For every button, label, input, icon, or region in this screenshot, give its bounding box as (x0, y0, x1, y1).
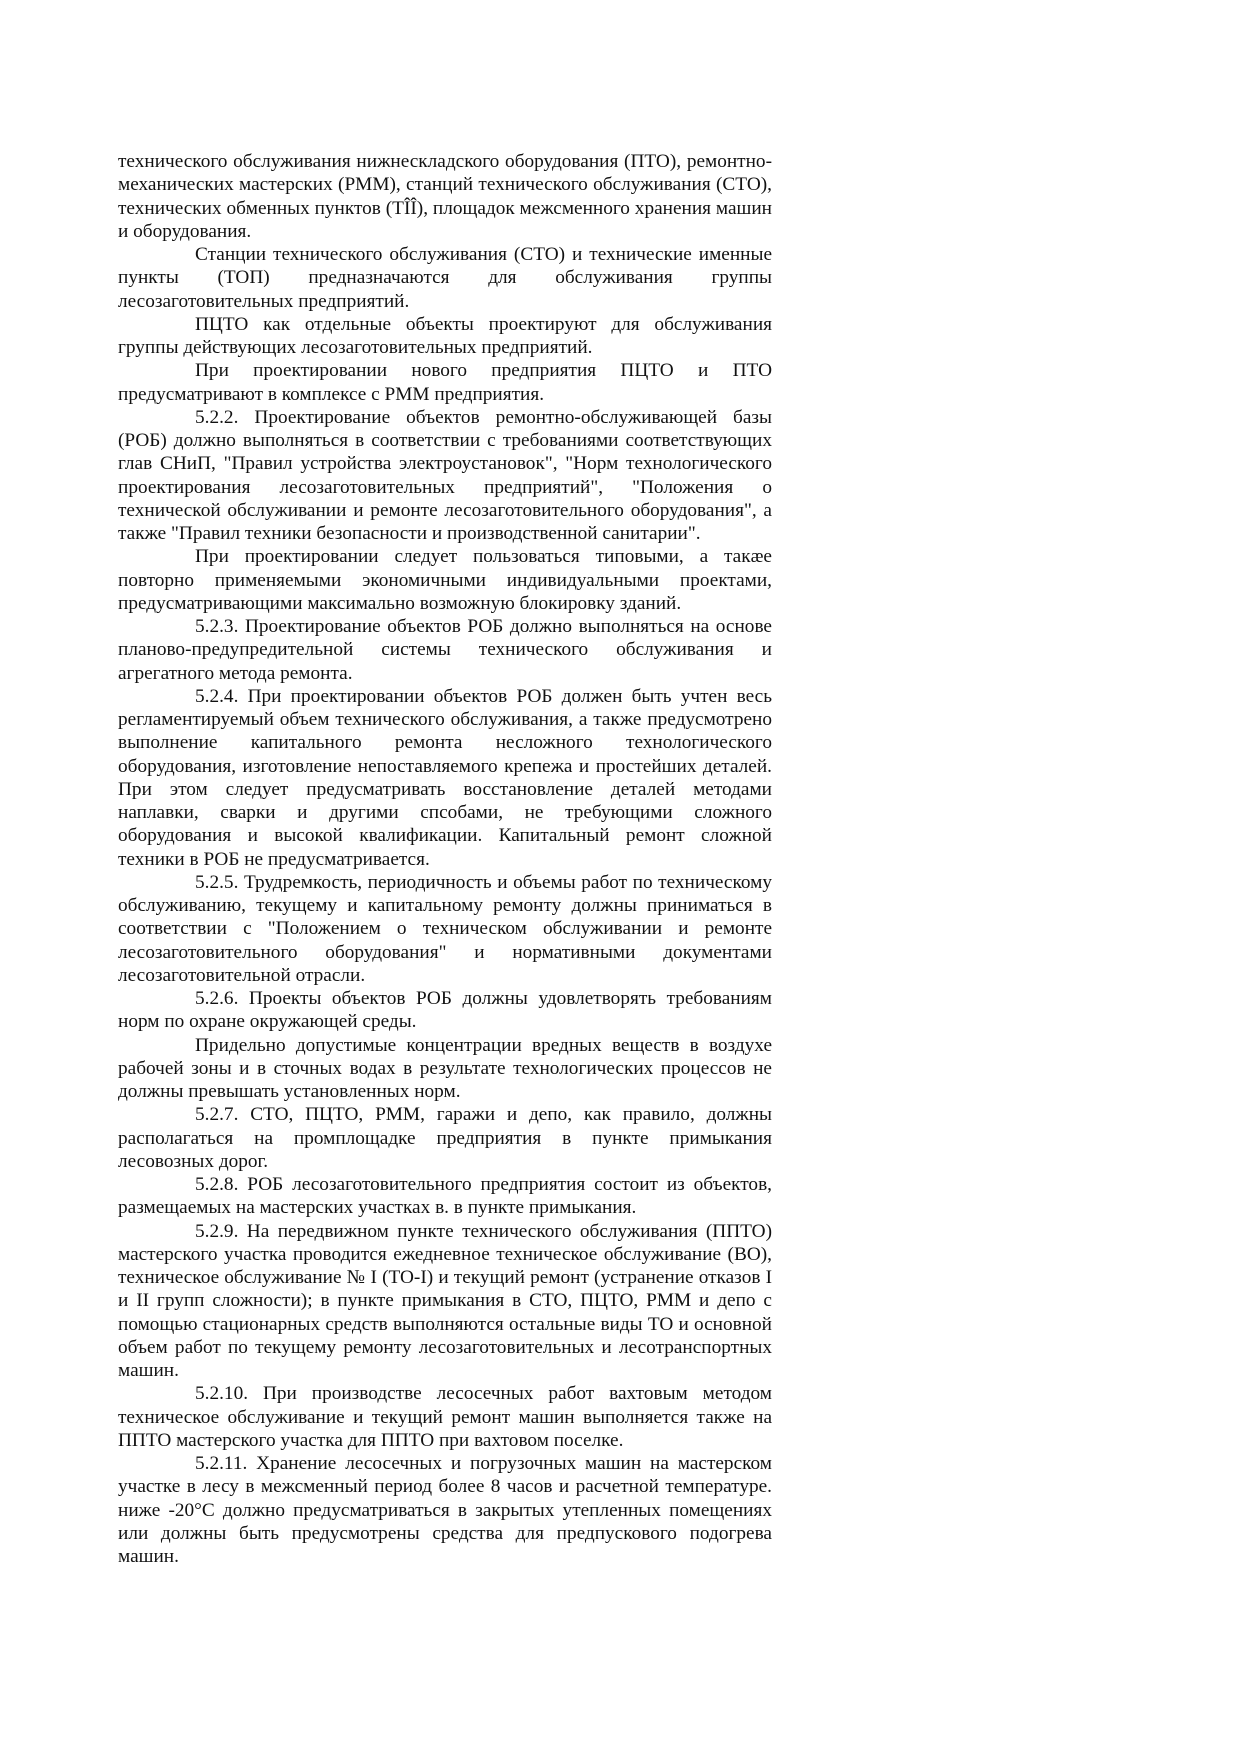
paragraph: 5.2.10. При производстве лесосечных работ вахтовым методом техническое обслуживание и текущий ремонт машин выполняется также на ППТО мастерского участка для ППТО при вахтовом поселке. (118, 1383, 772, 1451)
paragraph: При проектировании следует пользоваться типовыми, а такæе повторно применяемыми экономичными индивидуальными проектами, предусматривающими максимально возможную блокировку зданий. (118, 546, 772, 614)
paragraph: При проектировании нового предприятия ПЦТО и ПТО предусматривают в комплексе с РММ предприятия. (118, 360, 772, 405)
paragraph: 5.2.4. При проектировании объектов РОБ должен быть учтен весь регламентируемый объем технического обслуживания, а также предусмотрено выполнение капитального ремонта несложного технологического оборудования, изготовление непоставляемого крепежа и простейших деталей. При этом следует предусматривать восстановление деталей методами наплавки, сварки и другими спсобами, не требующими сложного оборудования и высокой квалификации. Капитальный ремонт сложной техники в РОБ не предусматривается. (118, 685, 772, 870)
paragraph: технического обслуживания нижнескладского оборудования (ПТО), ремонтно-механических мастерских (РММ), станций технического обслуживания (СТО), технических обменных пунктов (ТÎÎ), площадок межсменного хранения машин и оборудования. (118, 151, 772, 242)
paragraph: Придельно допустимые концентрации вредных веществ в воздухе рабочей зоны и в сточных водах в результате технологических процессов не должны превышать установленных норм. (118, 1034, 772, 1102)
paragraph: 5.2.8. РОБ лесозаготовительного предприятия состоит из объектов, размещаемых на мастерских участках в. в пункте примыкания. (118, 1174, 772, 1219)
paragraph: 5.2.5. Трудремкость, периодичность и объемы работ по техническому обслуживанию, текущему и капитальному ремонту должны приниматься в соответствии с "Положением о техническом обслуживании и ремонте лесозаготовительного оборудования" и нормативными документами лесозаготовительной отрасли. (118, 871, 772, 986)
paragraph: 5.2.11. Хранение лесосечных и погрузочных машин на мастерском участке в лесу в межсменный период более 8 часов и расчетной температуре. ниже -20°С должно предусматриваться в закрытых утепленных помещениях или должны быть предусмотрены средства для предпускового подогрева машин. (118, 1453, 772, 1567)
paragraph: 5.2.6. Проекты объектов РОБ должны удовлетворять требованиям норм по охране окружающей среды. (118, 988, 772, 1033)
paragraph: 5.2.2. Проектирование объектов ремонтно-обслуживающей базы (РОБ) должно выполняться в соответствии с требованиями соответствующих глав СНиП, "Правил устройства электроустановок", "Норм технологического проектирования лесозаготовительных предприятий", "Положения о технической обслуживании и ремонте лесозаготовительного оборудования", а также "Правил техники безопасности и производственной санитарии". (118, 406, 772, 544)
document-page (118, 150, 772, 1568)
paragraph: 5.2.9. На передвижном пункте технического обслуживания (ППТО) мастерского участка проводится ежедневное техническое обслуживание (ВО), техническое обслуживание № I (ТО-I) и текущий ремонт (устранение отказов I и II групп сложности); в пункте примыкания в СТО, ПЦТО, РММ и депо с помощью стационарных средств выполняются остальные виды ТО и основной объем работ по текущему ремонту лесозаготовительных и лесотранспортных машин. (118, 1220, 772, 1381)
paragraph: Станции технического обслуживания (СТО) и технические именные пункты (ТОП) предназначаются для обслуживания группы лесозаготовительных предприятий. (118, 244, 772, 312)
paragraph: ПЦТО как отдельные объекты проектируют для обслуживания группы действующих лесозаготовительных предприятий. (118, 313, 772, 358)
paragraph: 5.2.7. СТО, ПЦТО, РММ, гаражи и депо, как правило, должны располагаться на промплощадке предприятия в пункте примыкания лесовозных дорог. (118, 1104, 772, 1172)
paragraph: 5.2.3. Проектирование объектов РОБ должно выполняться на основе планово-предупредительной системы технического обслуживания и агрегатного метода ремонта. (118, 616, 772, 684)
